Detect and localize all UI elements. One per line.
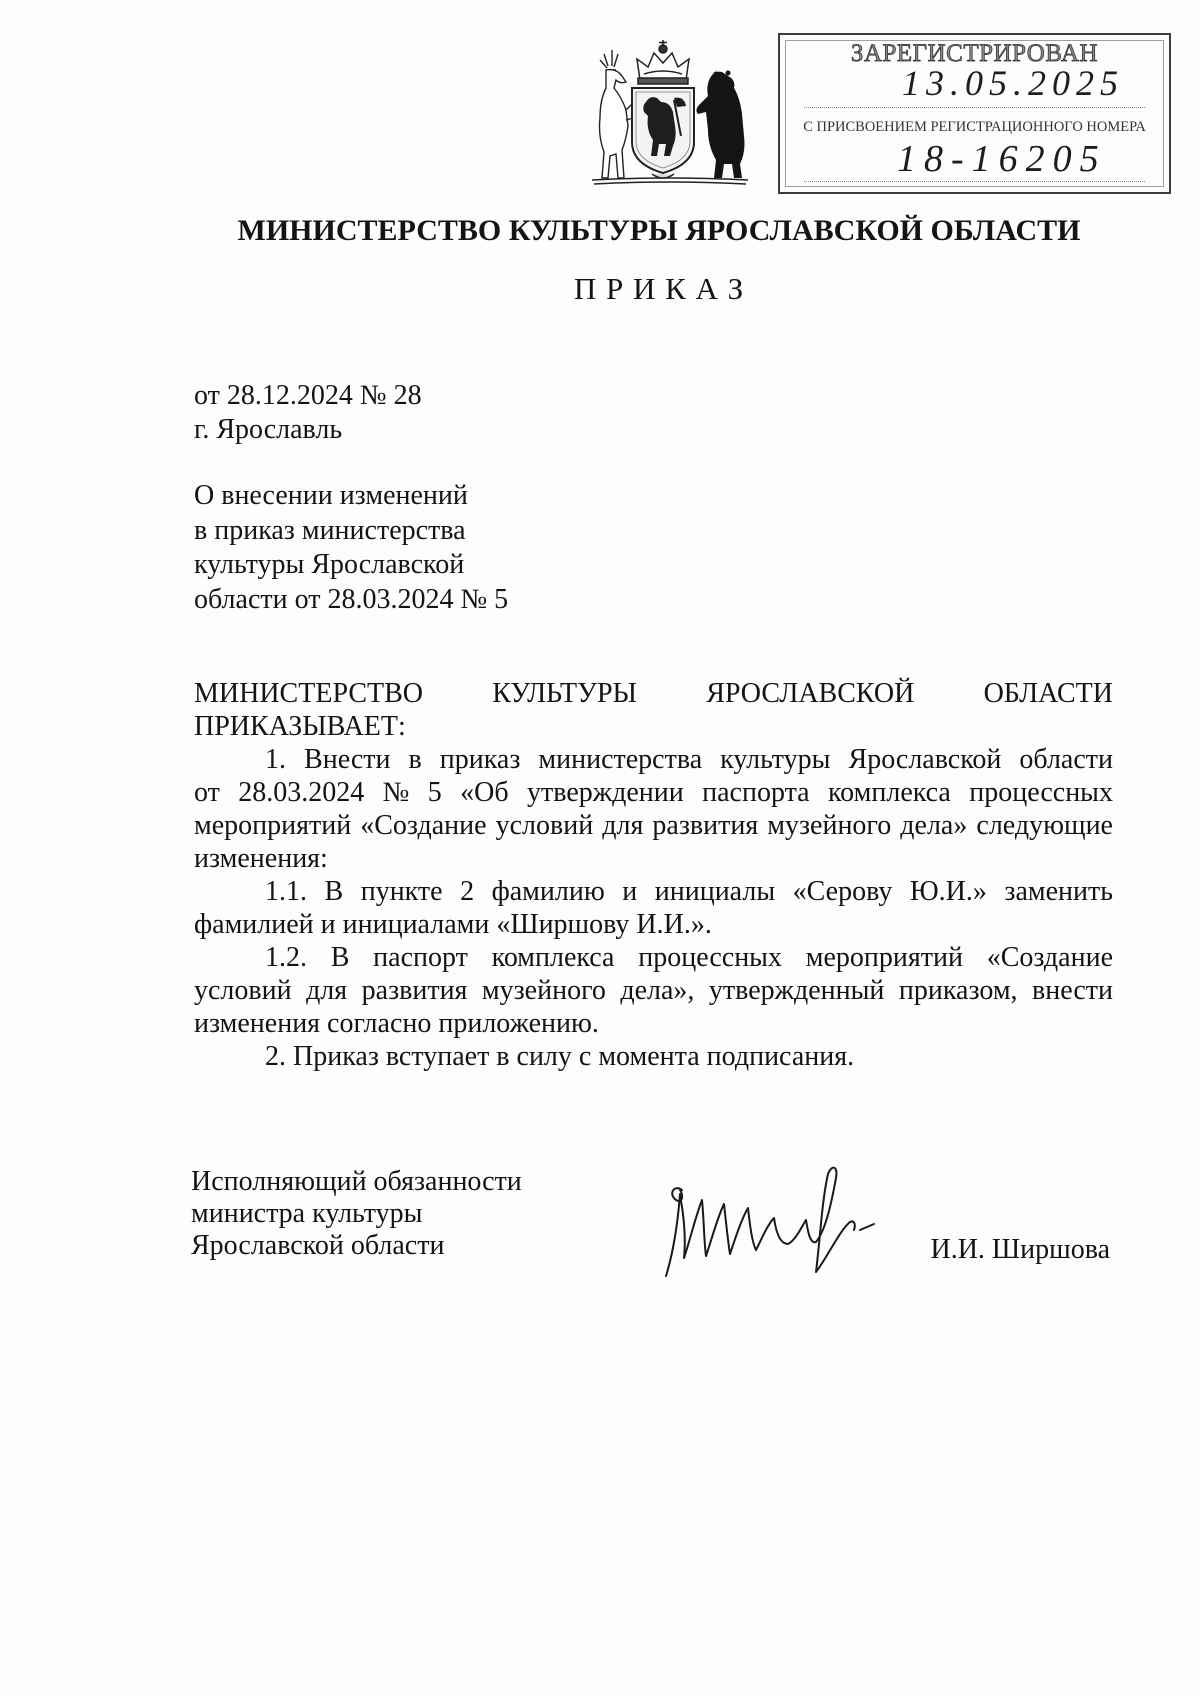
signatory-name: И.И. Ширшова <box>930 1234 1110 1265</box>
crown-icon <box>637 40 689 84</box>
ministry-title: МИНИСТЕРСТВО КУЛЬТУРЫ ЯРОСЛАВСКОЙ ОБЛАСТИ <box>237 214 1081 247</box>
document-type: П Р И К А З <box>573 271 745 306</box>
body-line: 1.2. В паспорт комплекса процессных мероприятий «Создание <box>265 942 1113 973</box>
body-line: фамилией и инициалами «Ширшову И.И.». <box>194 909 712 940</box>
body-line: от 28.03.2024 № 5 «Об утверждении паспорта комплекса процессных <box>194 777 1113 808</box>
signatory-position-line: Исполняющий обязанности <box>191 1166 522 1197</box>
subject-line: культуры Ярославской <box>194 549 465 580</box>
stamp-title: ЗАРЕГИСТРИРОВАН <box>850 40 1099 67</box>
body-line: изменения согласно приложению. <box>194 1008 599 1039</box>
document-meta <box>194 379 794 447</box>
body-line: МИНИСТЕРСТВО КУЛЬТУРЫ ЯРОСЛАВСКОЙ ОБЛАСТИ <box>194 678 1113 709</box>
body-line: 2. Приказ вступает в силу с момента подписания. <box>265 1041 855 1072</box>
coat-of-arms-icon <box>582 40 754 188</box>
paragraph-item-1-2 <box>194 941 1113 1040</box>
subject-line: О внесении изменений <box>194 480 468 511</box>
paragraph-item-1-1 <box>194 875 1113 941</box>
body-line: изменения: <box>194 843 328 874</box>
signatory-position-line: Ярославской области <box>191 1230 445 1261</box>
deer-supporter-icon <box>600 50 634 178</box>
stamp-caption: С ПРИСВОЕНИЕМ РЕГИСТРАЦИОННОГО НОМЕРА <box>803 119 1146 135</box>
date-number: от 28.12.2024 № 28 <box>194 380 422 411</box>
paragraph-item-1 <box>194 743 1113 875</box>
paragraph-item-2 <box>194 1040 1113 1073</box>
handwritten-signature-icon <box>660 1160 880 1290</box>
body-line: условий для развития музейного дела», утвержденный приказом, внести <box>194 975 1113 1006</box>
registration-stamp <box>778 33 1171 194</box>
body-line: мероприятий «Создание условий для развития музейного дела» следующие <box>194 810 1113 841</box>
stamp-registration-date: 13.05.2025 <box>902 63 1124 103</box>
document-body <box>194 677 1113 1073</box>
city: г. Ярославль <box>194 414 343 445</box>
body-line: 1. Внести в приказ министерства культуры Ярославской области <box>265 744 1113 775</box>
base-ribbon-icon <box>592 174 748 184</box>
paragraph-preamble <box>194 677 1113 743</box>
bear-supporter-icon <box>696 71 744 179</box>
document-subject <box>194 479 794 617</box>
stamp-registration-number: 18-16205 <box>897 138 1107 180</box>
subject-line: области от 28.03.2024 № 5 <box>194 583 509 615</box>
stamp-fill-line <box>804 181 1145 182</box>
body-line: 1.1. В пункте 2 фамилию и инициалы «Серову Ю.И.» заменить <box>265 876 1113 907</box>
subject-line: в приказ министерства <box>194 514 466 546</box>
signatory-position <box>191 1166 711 1262</box>
stamp-fill-line <box>804 107 1145 108</box>
signatory-position-line: министра культуры <box>191 1198 423 1229</box>
body-line: ПРИКАЗЫВАЕТ: <box>194 711 406 742</box>
